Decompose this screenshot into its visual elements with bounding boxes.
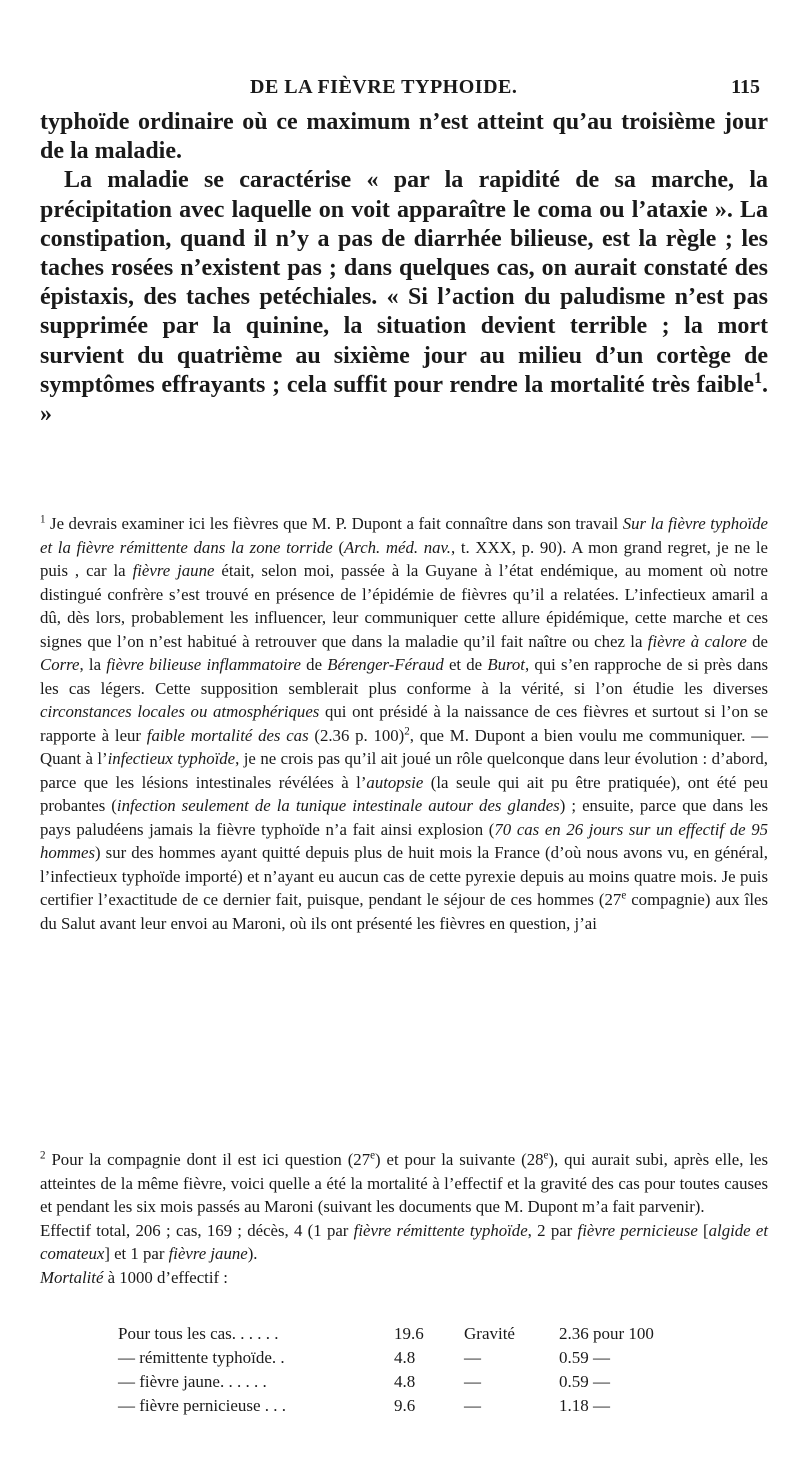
row-label: — rémittente typhoïde. . bbox=[118, 1348, 285, 1367]
footnote-ref-1: 1 bbox=[754, 369, 762, 387]
mortality-table bbox=[118, 1322, 658, 1418]
row-label: Pour tous les cas. . . . . . bbox=[118, 1324, 279, 1343]
table-row bbox=[118, 1346, 658, 1370]
row-label: — fièvre jaune. . . . . . bbox=[118, 1372, 267, 1391]
row-mortality: 4.8 bbox=[394, 1372, 416, 1391]
row-mortality: 9.6 bbox=[394, 1396, 416, 1415]
footnote-1: $^1$ Je devrais examiner ici les fièvres que M. P. Dupont a fait connaître dans son travail Sur la fièvre typhoïde et la fièvre rémittente dans la zone torride (Arch. méd. nav., t. XXX, p. 90). A mon grand regret, je ne le puis , car la fièvre jaune était, selon moi, passée à la Guyane à l’état endémique, au moment où notre distingué confrère s’est trouvé en présence de l’épidémie de fièvres qu’il a relatées. L’infectieux amaril a dû, dès lors, probablement les influencer, leur communiquer cette allure épidémique, cette marche et ces signes que l’on n’est habitué à retrouver que dans la maladie qu’il fait naître ou chez la fièvre à calore de Corre, la fièvre bilieuse inflammatoire de Bérenger-Féraud et de Burot, qui s’en rapproche de si près dans les cas légers. Cette supposition semblerait plus conforme à la vérité, si l’on étudie les diverses circonstances locales ou atmosphériques qui ont présidé à la naissance de ces fièvres et surtout si l’on se rapporte à leur faible mortalité des cas (2.36 p. 100)$^2$, que M. Dupont a bien voulu me communiquer. — Quant à l’infectieux typhoïde, je ne crois pas qu’il ait joué un rôle quelconque dans leur évolution : d’abord, parce que les lésions intestinales révélées à l’autopsie (la seule qui ait pu être pratiquée), ont été peu probantes (infection seulement de la tunique intestinale autour des glandes) ; ensuite, parce que dans les pays paludéens jamais la fièvre typhoïde n’a fait ainsi explosion (70 cas en 26 jours sur un effectif de 95 hommes) sur des hommes ayant quitté depuis plus de huit mois la France (d’où nous avons vu, en général, l’infectieux typhoïde importé) et n’ayant eu aucun cas de cette pyrexie depuis au moins quatre mois. Je puis certifier l’exactitude de ce dernier fait, puisque, pendant le séjour de ces hommes (27e compagnie) aux îles du Salut avant leur envoi au Maroni, où ils ont présenté les fièvres en question, j’ai bbox=[40, 513, 769, 933]
row-gravity-label: — bbox=[464, 1396, 481, 1415]
row-gravity: 2.36 pour 100 bbox=[559, 1324, 654, 1343]
row-gravity: 0.59 — bbox=[559, 1348, 610, 1367]
row-gravity-label: Gravité bbox=[464, 1324, 515, 1343]
paragraph-2: La maladie se caractérise « par la rapidité de sa marche, la précipitation avec laquelle on voit apparaître le coma ou l’ataxie ». La constipation, quand il n’y a pas de diarrhée bilieuse, est la règle ; les taches rosées n’existent pas ; dans quelques cas, on aurait constaté des épistaxis, des taches petéchiales. « Si l’action du paludisme n’est pas supprimée par la quinine, la situation devient terrible ; la mort survient du quatrième au sixième jour au milieu d’un cortège de symptômes effrayants ; cela suffit pour rendre la mortalité très faible$^1$. » bbox=[40, 167, 768, 428]
footnote-marker-2: 2 bbox=[40, 1149, 46, 1162]
row-gravity: 0.59 — bbox=[559, 1372, 610, 1391]
mortality-heading: Mortalité à 1000 d’effectif : bbox=[40, 1267, 228, 1287]
footnote-2: $^2$ Pour la compagnie dont il est ici question (27e) et pour la suivante (28e), qui aurait subi, après elle, les atteintes de la même fièvre, voici quelle a été la mortalité à l’effectif et la gravité des cas pour toutes causes et pendant les six mois passés au Maroni (suivant les documents que M. Dupont m’a fait parvenir). Effectif total, 206 ; cas, 169 ; décès, 4 (1 par fièvre rémittente typhoïde, 2 par fièvre pernicieuse [algide et comateux] et 1 par fièvre jaune). Mortalité à 1000 d’effectif : bbox=[40, 1148, 768, 1289]
row-gravity: 1.18 — bbox=[559, 1396, 610, 1415]
row-mortality: 4.8 bbox=[394, 1348, 416, 1367]
row-gravity-label: — bbox=[464, 1372, 481, 1391]
table-row bbox=[118, 1370, 658, 1394]
footnote-marker-1: 1 bbox=[40, 513, 46, 526]
footnote-ref-2: 2 bbox=[404, 724, 410, 737]
running-title: DE LA FIÈVRE TYPHOIDE. bbox=[250, 76, 518, 98]
row-mortality: 19.6 bbox=[394, 1324, 424, 1343]
effectif-line: Effectif total, 206 ; cas, 169 ; décès, 4 (1 par fièvre rémittente typhoïde, 2 par fièvre pernicieuse [algide et comateux] et 1 par fièvre jaune). bbox=[40, 1220, 768, 1263]
table-row bbox=[118, 1394, 658, 1418]
page-header bbox=[250, 76, 760, 100]
row-label: — fièvre pernicieuse . . . bbox=[118, 1396, 287, 1415]
row-gravity-label: — bbox=[464, 1348, 481, 1367]
paragraph-1: typhoïde ordinaire où ce maximum n’est atteint qu’au troisième jour de la maladie. bbox=[40, 109, 768, 165]
main-text bbox=[40, 108, 768, 429]
page-number: 115 bbox=[731, 76, 760, 98]
table-row bbox=[118, 1322, 658, 1346]
